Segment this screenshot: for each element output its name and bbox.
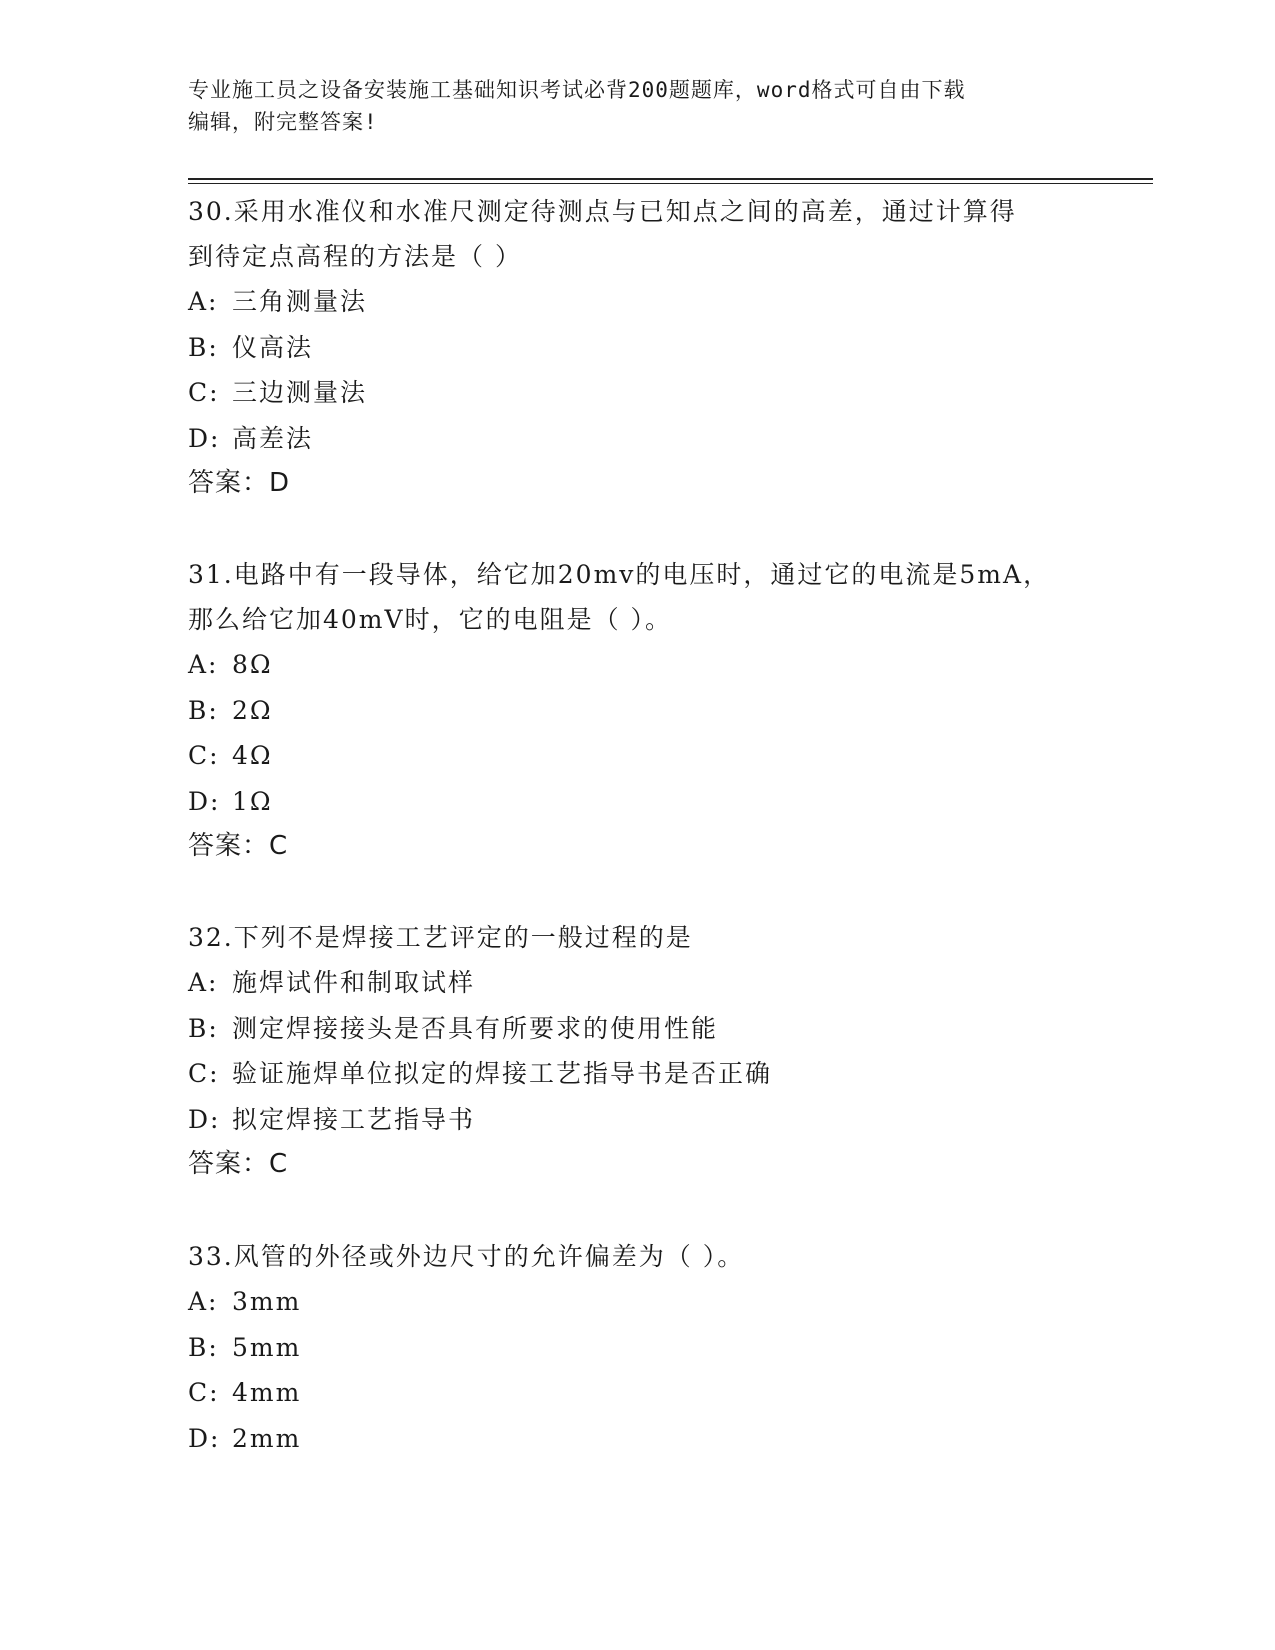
option-letter: A: xyxy=(188,650,219,679)
option-text: 2mm xyxy=(232,1423,302,1453)
question-31 xyxy=(188,552,1088,868)
option-letter: C: xyxy=(188,741,220,770)
option-text: 2Ω xyxy=(232,695,273,725)
option-c xyxy=(188,1370,1088,1416)
option-c xyxy=(188,733,1088,779)
question-stem-line: 31.电路中有一段导体，给它加20mv的电压时，通过它的电流是5mA， xyxy=(188,560,1051,589)
option-letter: B: xyxy=(188,695,219,725)
option-text: 3mm xyxy=(232,1287,302,1316)
option-letter: C: xyxy=(188,1378,220,1407)
option-text: 测定焊接接头是否具有所要求的使用性能 xyxy=(232,1013,719,1043)
option-text: 1Ω xyxy=(232,786,273,816)
option-letter: A: xyxy=(188,968,219,997)
option-text: 5mm xyxy=(232,1332,302,1362)
option-letter: A: xyxy=(188,1287,219,1316)
option-text: 三角测量法 xyxy=(232,287,368,316)
option-b xyxy=(188,325,1088,371)
option-text: 施焊试件和制取试样 xyxy=(232,968,476,997)
option-letter: C: xyxy=(188,378,220,407)
option-a xyxy=(188,960,1088,1006)
option-letter: B: xyxy=(188,1013,219,1043)
header-line-2: 编辑，附完整答案! xyxy=(188,110,378,134)
header-divider xyxy=(188,178,1153,180)
option-c xyxy=(188,1051,1088,1097)
option-d xyxy=(188,1416,1088,1462)
question-32 xyxy=(188,915,1088,1186)
option-b xyxy=(188,688,1088,734)
question-33 xyxy=(188,1234,1088,1461)
option-d xyxy=(188,416,1088,462)
option-b xyxy=(188,1006,1088,1052)
option-d xyxy=(188,1097,1088,1143)
option-text: 仪高法 xyxy=(232,332,314,362)
option-text: 验证施焊单位拟定的焊接工艺指导书是否正确 xyxy=(232,1059,773,1088)
option-letter: B: xyxy=(188,1332,219,1362)
option-letter: C: xyxy=(188,1059,220,1088)
option-a xyxy=(188,279,1088,325)
option-letter: D: xyxy=(188,1423,221,1453)
question-30 xyxy=(188,189,1088,505)
question-stem-line: 32.下列不是焊接工艺评定的一般过程的是 xyxy=(188,923,693,952)
option-a xyxy=(188,642,1088,688)
option-a xyxy=(188,1279,1088,1325)
option-c xyxy=(188,370,1088,416)
option-letter: A: xyxy=(188,287,219,316)
document-header xyxy=(188,74,1068,138)
option-letter: D: xyxy=(188,786,221,816)
option-text: 高差法 xyxy=(232,423,314,453)
option-letter: D: xyxy=(188,423,221,453)
option-letter: B: xyxy=(188,332,219,362)
option-d xyxy=(188,779,1088,825)
option-text: 三边测量法 xyxy=(232,378,368,407)
option-letter: D: xyxy=(188,1104,221,1134)
header-divider-thin xyxy=(188,183,1153,184)
option-b xyxy=(188,1325,1088,1371)
question-stem-line: 到待定点高程的方法是（ ） xyxy=(188,242,522,271)
answer-line: 答案：C xyxy=(188,831,289,861)
option-text: 8Ω xyxy=(232,650,273,679)
answer-line: 答案：D xyxy=(188,468,291,498)
header-line-1: 专业施工员之设备安装施工基础知识考试必背200题题库，word格式可自由下载 xyxy=(188,78,966,102)
option-text: 4Ω xyxy=(232,741,273,770)
question-stem-line: 33.风管的外径或外边尺寸的允许偏差为（ ）。 xyxy=(188,1242,745,1271)
question-stem-line: 30.采用水准仪和水准尺测定待测点与已知点之间的高差，通过计算得 xyxy=(188,197,1017,226)
option-text: 4mm xyxy=(232,1378,302,1407)
answer-line: 答案：C xyxy=(188,1149,289,1179)
question-stem-line: 那么给它加40mV时，它的电阻是（ ）。 xyxy=(188,605,673,634)
option-text: 拟定焊接工艺指导书 xyxy=(232,1104,476,1134)
